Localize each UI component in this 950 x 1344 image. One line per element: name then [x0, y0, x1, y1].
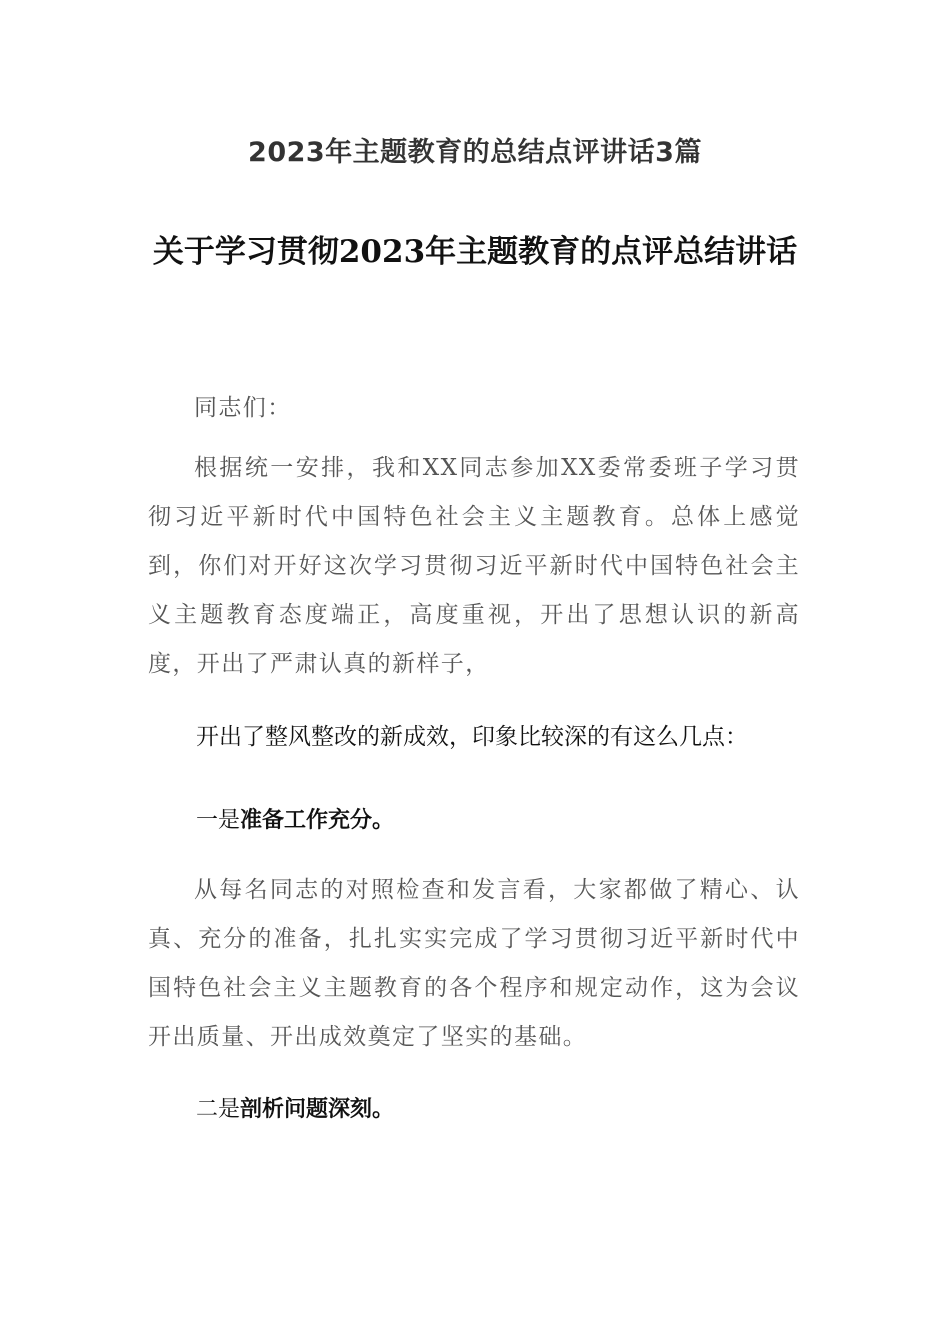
greeting: 同志们：: [194, 395, 292, 421]
point-two-lead: 二是: [196, 1097, 241, 1122]
point-two-heading: 剖析问题深刻。: [240, 1096, 395, 1122]
point-two: [196, 1089, 394, 1130]
paragraph-summary: 开出了整风整改的新成效，印象比较深的有这么几点：: [196, 724, 748, 750]
document-title: 2023年主题教育的总结点评讲话3篇: [248, 137, 702, 168]
paragraph-preparation: 从每名同志的对照检查和发言看，大家都做了精心、认真、充分的准备，扎扎实实完成了学习贯彻习近平新时代中国特色社会主义主题教育的各个程序和规定动作，这为会议开出质量、开出成效奠定了坚实的基础。: [148, 877, 800, 1050]
paragraph-intro: 根据统一安排，我和XX同志参加XX委常委班子学习贯彻习近平新时代中国特色社会主义主题教育。总体上感觉到，你们对开好这次学习贯彻习近平新时代中国特色社会主义主题教育态度端正，高度重视，开出了思想认识的新高度，开出了严肃认真的新样子，: [148, 455, 800, 677]
speech-title: 关于学习贯彻2023年主题教育的点评总结讲话: [152, 234, 798, 270]
point-one-heading: 准备工作充分。: [240, 807, 395, 833]
point-one: [196, 800, 394, 841]
point-one-lead: 一是: [196, 808, 241, 833]
